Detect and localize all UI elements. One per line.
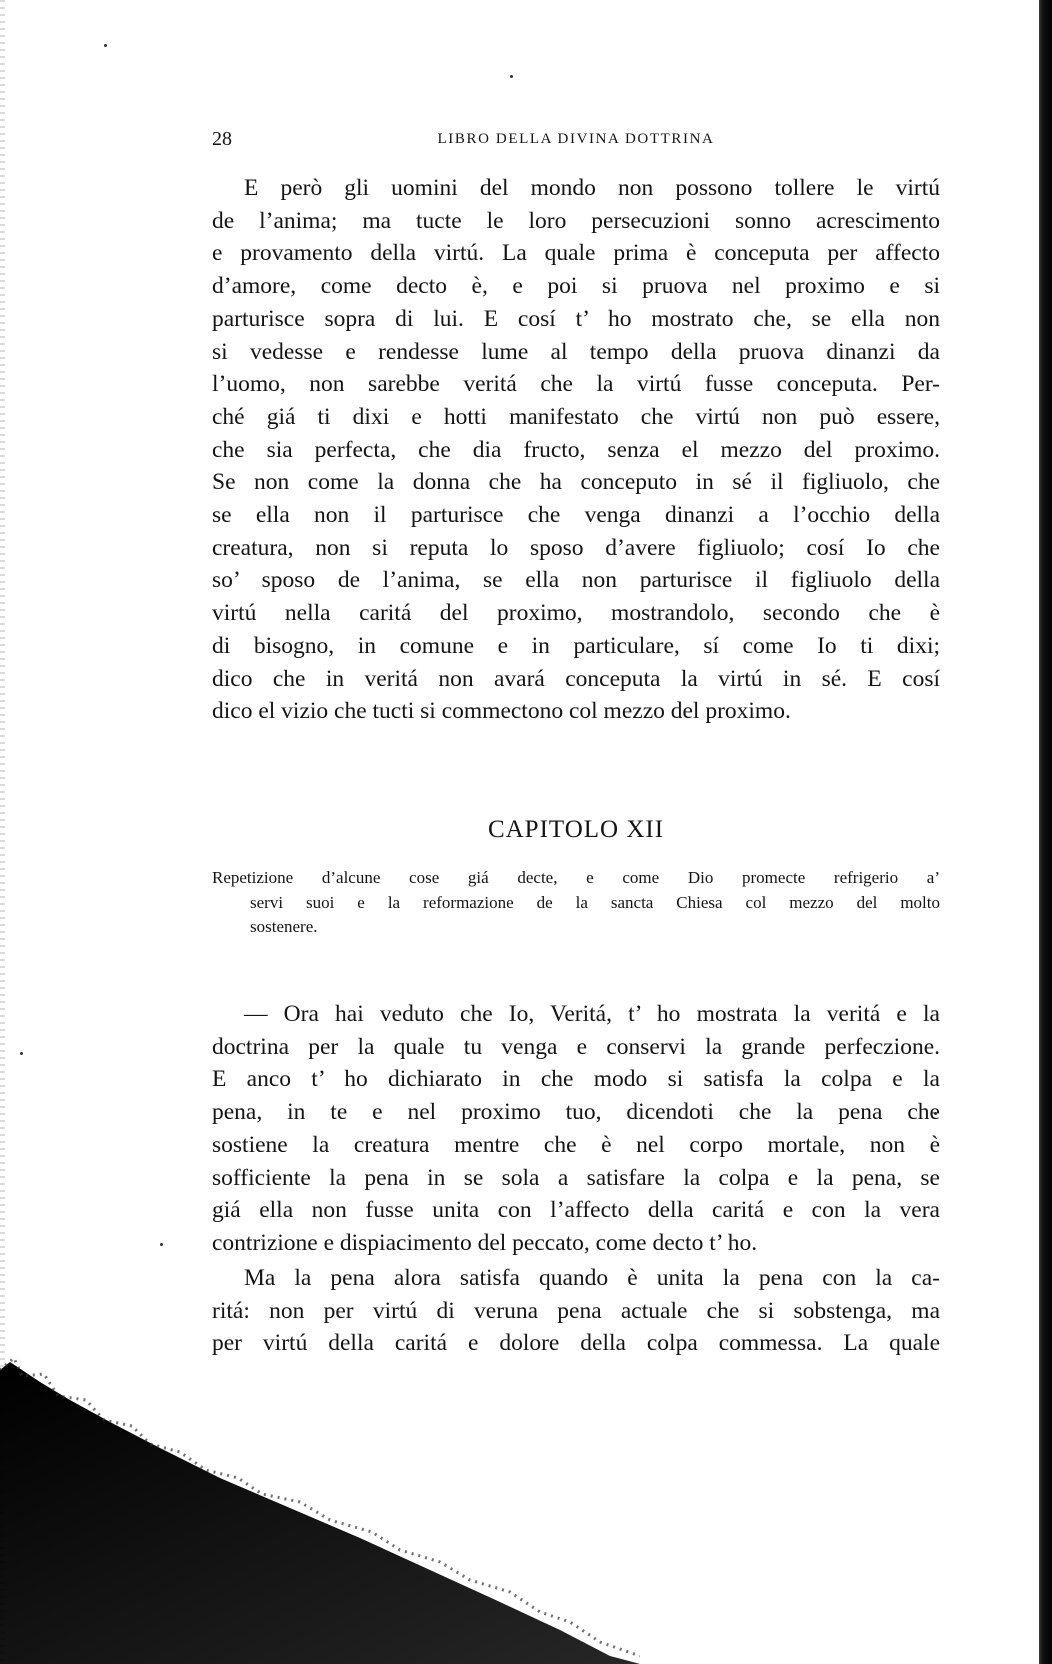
text-line: si vedesse e rendesse lume al tempo della pruova dinanzi da [212,338,940,365]
paragraph-2 [212,998,940,1260]
text-line: che sia perfecta, che dia fructo, senza el mezzo del proximo. [212,436,940,463]
scan-speck [104,44,107,47]
running-head: LIBRO DELLA DIVINA DOTTRINA [437,131,715,147]
text-line: Se non come la donna che ha conceputo in sé il figliuolo, che [212,469,940,496]
paragraph-1 [212,172,940,728]
text-line: creatura, non si reputa lo sposo d’avere figliuolo; cosí Io che [212,534,940,561]
text-line: de l’anima; ma tucte le loro persecuzioni sonno acrescimento [212,207,940,234]
summary-line: Repetizione d’alcune cose giá decte, e come Dio promecte refrigerio a’ [212,868,940,887]
text-line: so’ sposo de l’anima, se ella non parturisce il figliuolo della [212,567,940,594]
summary-line: servi suoi e la reformazione de la sancta Chiesa col mezzo del molto [250,892,940,912]
text-line: sofficiente la pena in se sola a satisfare la colpa e la pena, se [212,1164,940,1191]
page-header [212,128,940,154]
text-line: sostiene la creatura mentre che è nel corpo mortale, non è [212,1131,940,1158]
text-line: E però gli uomini del mondo non possono tollere le virtú [244,175,940,201]
chapter-title: CAPITOLO XII [487,816,665,843]
text-line: virtú nella caritá del proximo, mostrandolo, secondo che è [212,600,940,627]
text-line: E anco t’ ho dichiarato in che modo si satisfa la colpa e la [212,1066,940,1093]
text-line: per virtú della caritá e dolore della colpa commessa. La quale [212,1330,940,1357]
text-line: Ma la pena alora satisfa quando è unita la pena con la ca- [244,1265,940,1291]
scan-speck [20,1052,23,1055]
text-line: d’amore, come decto è, e poi si pruova nel proximo e si [212,273,940,300]
scan-speck [160,1243,163,1246]
text-line: contrizione e dispiacimento del peccato, come decto t’ ho. [212,1229,758,1256]
scan-shadow-corner [0,1330,640,1664]
scan-speck [510,75,513,78]
text-line: parturisce sopra di lui. E cosí t’ ho mostrato che, se ella non [212,305,940,332]
chapter-summary [212,866,940,940]
text-line: doctrina per la quale tu venga e conservi la grande perfeczione. [212,1033,940,1060]
text-line: dico el vizio che tucti si commectono col mezzo del proximo. [212,698,791,725]
summary-line: sostenere. [250,917,318,936]
text-line: se ella non il parturisce che venga dinanzi a l’occhio della [212,502,940,529]
page-number: 28 [212,128,232,150]
text-line: di bisogno, in comune e in particulare, sí come Io ti dixi; [212,632,940,659]
text-line: — Ora hai veduto che Io, Veritá, t’ ho mostrata la veritá e la [244,1001,940,1027]
shadow-mass [0,1362,640,1664]
text-line: dico che in veritá non avará conceputa la virtú in sé. E cosí [212,665,940,692]
text-line: giá ella non fusse unita con l’affecto della caritá e con la vera [212,1197,940,1224]
text-line: ritá: non per virtú di veruna pena actuale che si sobstenga, ma [212,1297,940,1324]
text-line: l’uomo, non sarebbe veritá che la virtú fusse conceputa. Per- [212,371,940,398]
page-binding-shadow [1039,0,1052,1664]
text-line: ché giá ti dixi e hotti manifestato che virtú non può essere, [212,403,940,430]
text-line: pena, in te e nel proximo tuo, dicendoti che la pena che [212,1099,940,1126]
text-line: e provamento della virtú. La quale prima è conceputa per affecto [212,240,940,267]
